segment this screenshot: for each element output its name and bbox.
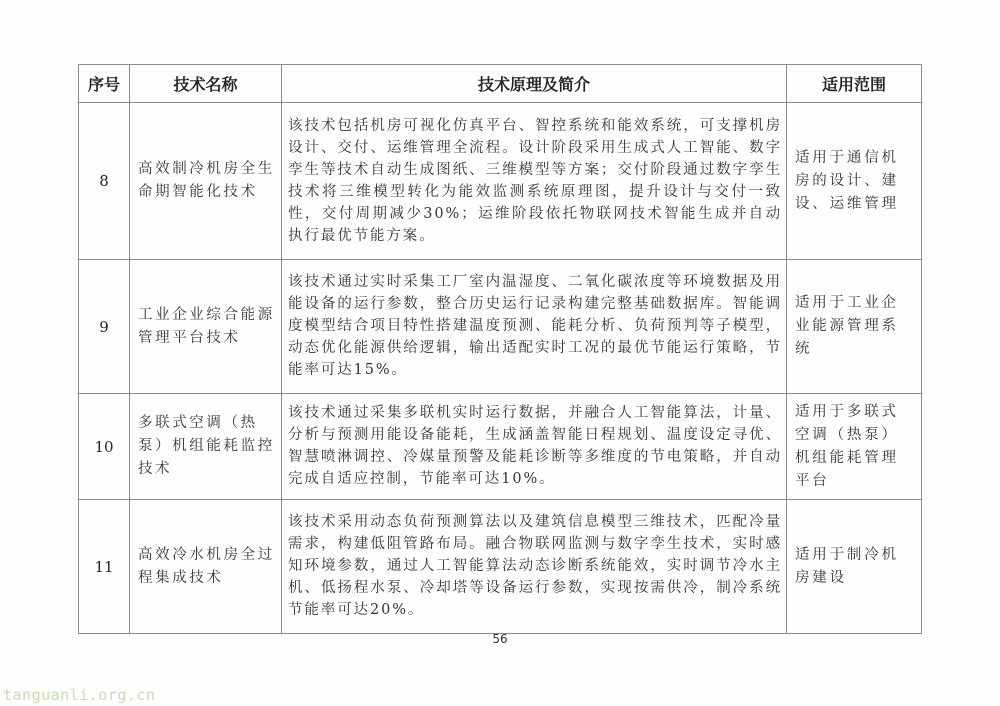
watermark: tanguanli.org.cn [3, 686, 156, 704]
technology-description: 该技术采用动态负荷预测算法以及建筑信息模型三维技术，匹配冷量需求，构建低阻管路布局。融合物联网监测与数字孪生技术，实时感知环境参数，通过人工智能算法动态诊断系统能效，实时调节冷水主机、低扬程水泵、冷却塔等设备运行参数，实现按需供冷，制冷系统节能率可达20%。 [282, 500, 787, 634]
header-description: 技术原理及简介 [282, 65, 787, 103]
header-name: 技术名称 [130, 65, 282, 103]
technology-description: 该技术通过实时采集工厂室内温湿度、二氧化碳浓度等环境数据及用能设备的运行参数，整合历史运行记录构建完整基础数据库。智能调度模型结合项目特性搭建温度预测、能耗分析、负荷预判等子模型，动态优化能源供给逻辑，输出适配实时工况的最优节能运行策略，节能率可达15%。 [282, 260, 787, 394]
header-no: 序号 [79, 65, 130, 103]
application-scope: 适用于工业企业能源管理系统 [787, 260, 922, 394]
technology-table [78, 64, 922, 634]
row-number: 11 [79, 500, 130, 634]
table-row [79, 394, 922, 500]
table-row [79, 260, 922, 394]
row-number: 8 [79, 103, 130, 260]
table-header-row [79, 65, 922, 103]
technology-description: 该技术包括机房可视化仿真平台、智控系统和能效系统，可支撑机房设计、交付、运维管理全流程。设计阶段采用生成式人工智能、数字孪生等技术自动生成图纸、三维模型等方案；交付阶段通过数字孪生技术将三维模型转化为能效监测系统原理图，提升设计与交付一致性，交付周期减少30%；运维阶段依托物联网技术智能生成并自动执行最优节能方案。 [282, 103, 787, 260]
technology-name: 工业企业综合能源管理平台技术 [130, 260, 282, 394]
application-scope: 适用于多联式空调（热泵）机组能耗管理平台 [787, 394, 922, 500]
technology-name: 高效制冷机房全生命期智能化技术 [130, 103, 282, 260]
technology-description: 该技术通过采集多联机实时运行数据，并融合人工智能算法，计量、分析与预测用能设备能耗，生成涵盖智能日程规划、温度设定寻优、智慧喷淋调控、冷媒量预警及能耗诊断等多维度的节电策略，并自动完成自适应控制，节能率可达10%。 [282, 394, 787, 500]
application-scope: 适用于制冷机房建设 [787, 500, 922, 634]
technology-name: 多联式空调（热泵）机组能耗监控技术 [130, 394, 282, 500]
technology-name: 高效冷水机房全过程集成技术 [130, 500, 282, 634]
header-scope: 适用范围 [787, 65, 922, 103]
application-scope: 适用于通信机房的设计、建设、运维管理 [787, 103, 922, 260]
table-row [79, 103, 922, 260]
row-number: 10 [79, 394, 130, 500]
page-number: 56 [492, 632, 508, 646]
row-number: 9 [79, 260, 130, 394]
table-row [79, 500, 922, 634]
